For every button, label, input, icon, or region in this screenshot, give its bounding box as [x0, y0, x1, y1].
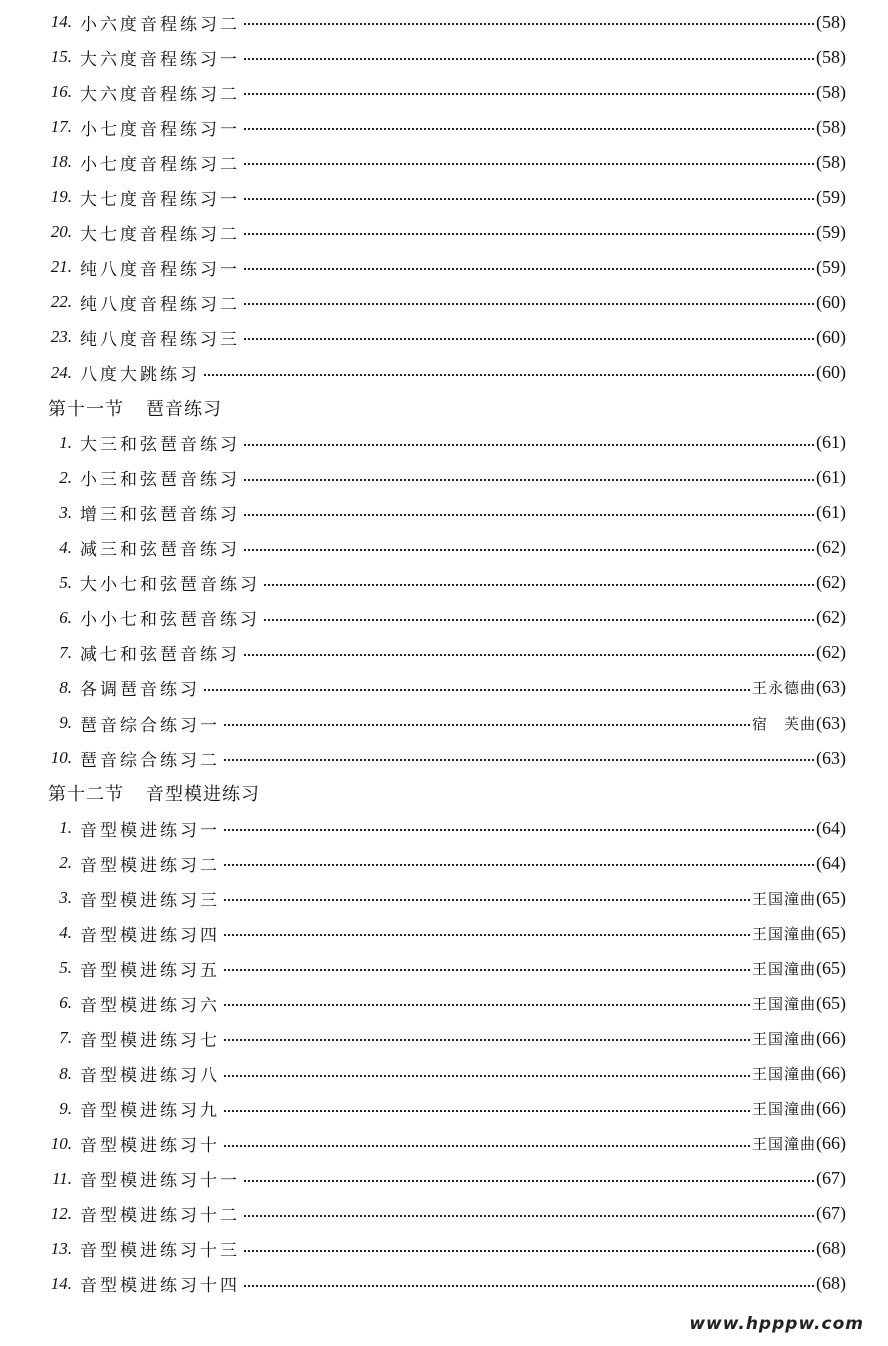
dot-leader: [224, 1110, 750, 1112]
entry-page: (67): [816, 1203, 846, 1224]
entry-title: 音型模进练习十四: [80, 1276, 240, 1297]
entry-right: [816, 327, 846, 348]
dot-leader: [224, 899, 750, 901]
entry-title: 大三和弦琶音练习: [80, 435, 240, 456]
entry-title: 纯八度音程练习二: [80, 294, 240, 315]
entry-title: 音型模进练习二: [80, 855, 220, 876]
entry-title: 大六度音程练习一: [80, 49, 240, 70]
entry-number: 21.: [50, 257, 72, 277]
entry-page: (58): [816, 81, 846, 102]
entry-right: [816, 432, 846, 453]
entry-number: 10.: [50, 748, 72, 768]
toc-entry[interactable]: [40, 218, 846, 246]
toc-entry[interactable]: [40, 1024, 846, 1052]
entry-page: (66): [816, 1133, 846, 1154]
entry-composer: 王国潼曲: [751, 1065, 816, 1083]
dot-leader: [224, 1075, 750, 1077]
entry-page: (59): [816, 221, 846, 242]
toc-entry[interactable]: [40, 989, 846, 1017]
entry-number: 6.: [59, 607, 72, 627]
entry-right: [816, 642, 846, 663]
entry-right: [752, 713, 846, 734]
entry-composer: 王国潼曲: [751, 1135, 816, 1154]
entry-title: 琶音综合练习二: [80, 750, 220, 771]
toc-entry[interactable]: [40, 359, 846, 387]
entry-page: (65): [816, 992, 846, 1013]
toc-entry[interactable]: [40, 884, 846, 912]
dot-leader: [244, 444, 814, 446]
toc-entry[interactable]: [40, 148, 846, 176]
section-title: 琶音练习: [146, 398, 222, 420]
dot-leader: [244, 198, 814, 200]
entry-number: 6.: [59, 993, 72, 1013]
entry-number: 18.: [50, 152, 72, 172]
toc-entry[interactable]: [40, 639, 846, 667]
toc-entry[interactable]: [40, 1165, 846, 1193]
entry-number: 7.: [59, 642, 72, 662]
dot-leader: [264, 584, 814, 586]
entry-page: (61): [816, 432, 846, 453]
section-heading: [48, 394, 222, 422]
dot-leader: [224, 829, 814, 831]
toc-entry[interactable]: [40, 569, 846, 597]
dot-leader: [244, 163, 814, 165]
entry-number: 3.: [59, 502, 72, 522]
entry-number: 4.: [59, 923, 72, 943]
entry-title: 音型模进练习五: [80, 960, 220, 981]
dot-leader: [204, 374, 814, 376]
entry-number: 7.: [59, 1028, 72, 1048]
toc-entry[interactable]: [40, 78, 846, 106]
dot-leader: [244, 128, 814, 130]
toc-entry[interactable]: [40, 604, 846, 632]
entry-title: 小七度音程练习二: [80, 154, 240, 175]
entry-page: (66): [816, 1063, 846, 1083]
entry-number: 9.: [59, 1098, 72, 1118]
entry-title: 音型模进练习一: [80, 820, 220, 841]
entry-number: 23.: [50, 327, 72, 347]
entry-page: (62): [816, 607, 846, 628]
entry-number: 16.: [50, 82, 72, 102]
entry-title: 音型模进练习十二: [80, 1206, 240, 1227]
entry-number: 10.: [50, 1133, 72, 1153]
toc-entry[interactable]: [40, 1200, 846, 1228]
section-label: 第十一节: [48, 398, 124, 420]
entry-title: 大七度音程练习一: [80, 189, 240, 210]
dot-leader: [244, 654, 814, 656]
entry-right: [816, 853, 846, 874]
entry-right: [816, 152, 846, 173]
dot-leader: [224, 864, 814, 866]
toc-entry[interactable]: [40, 183, 846, 211]
dot-leader: [224, 759, 814, 761]
toc-entry[interactable]: [40, 8, 846, 36]
toc-entry[interactable]: [40, 674, 846, 702]
entry-right: [752, 1063, 846, 1084]
entry-number: 4.: [59, 537, 72, 557]
entry-title: 音型模进练习十三: [80, 1241, 240, 1262]
entry-title: 音型模进练习十: [80, 1136, 220, 1157]
entry-right: [816, 748, 846, 769]
entry-number: 20.: [50, 222, 72, 242]
dot-leader: [244, 1250, 814, 1252]
entry-right: [752, 888, 846, 909]
dot-leader: [244, 514, 814, 516]
toc-entry[interactable]: [40, 1270, 846, 1298]
entry-page: (60): [816, 326, 846, 347]
entry-page: (66): [816, 1098, 846, 1119]
entry-number: 13.: [50, 1238, 72, 1258]
entry-number: 12.: [50, 1203, 72, 1223]
entry-page: (61): [816, 467, 846, 488]
toc-entry[interactable]: [40, 814, 846, 842]
dot-leader: [224, 1039, 750, 1041]
entry-page: (62): [816, 642, 846, 663]
entry-title: 大小七和弦琶音练习: [80, 575, 260, 596]
entry-right: [816, 82, 846, 103]
dot-leader: [244, 303, 814, 305]
entry-right: [816, 1168, 846, 1189]
entry-right: [816, 362, 846, 383]
toc-entry[interactable]: [40, 113, 846, 141]
entry-page: (62): [816, 537, 846, 558]
toc-entry[interactable]: [40, 1130, 846, 1158]
entry-composer: 王国潼曲: [751, 994, 816, 1013]
entry-page: (65): [816, 922, 846, 943]
entry-title: 音型模进练习八: [80, 1066, 220, 1086]
entry-right: [816, 222, 846, 243]
section-label: 第十二节: [48, 784, 124, 806]
entry-page: (64): [816, 817, 846, 838]
entry-title: 减七和弦琶音练习: [80, 645, 240, 666]
entry-right: [752, 958, 846, 979]
entry-right: [816, 818, 846, 839]
entry-page: (64): [816, 852, 846, 873]
entry-number: 15.: [50, 47, 72, 67]
toc-entry[interactable]: [40, 954, 846, 982]
entry-number: 9.: [59, 713, 72, 732]
entry-page: (68): [816, 1238, 846, 1259]
site-watermark: www.hpppw.com: [689, 1314, 864, 1334]
entry-number: 1.: [59, 818, 72, 838]
toc-entry[interactable]: [40, 499, 846, 527]
section-heading: [48, 779, 260, 807]
entry-page: (58): [816, 151, 846, 172]
toc-entry[interactable]: [40, 744, 846, 772]
entry-right: [752, 1133, 846, 1154]
dot-leader: [244, 549, 814, 551]
toc-entry[interactable]: [40, 1095, 846, 1123]
entry-title: 大七度音程练习二: [80, 224, 240, 245]
entry-title: 增三和弦琶音练习: [80, 505, 240, 526]
entry-title: 各调琶音练习: [80, 680, 200, 701]
entry-number: 19.: [50, 187, 72, 207]
entry-number: 1.: [59, 432, 72, 452]
toc-entry[interactable]: [40, 429, 846, 457]
entry-title: 琶音综合练习一: [80, 715, 220, 736]
entry-title: 小小七和弦琶音练习: [80, 610, 260, 631]
toc-entry[interactable]: [40, 849, 846, 877]
dot-leader: [244, 1215, 814, 1217]
entry-title: 音型模进练习十一: [80, 1171, 240, 1192]
entry-number: 14.: [50, 1273, 72, 1293]
entry-composer: 王国潼曲: [751, 1100, 816, 1119]
entry-composer: 王国潼曲: [751, 889, 816, 908]
toc-entry[interactable]: [40, 534, 846, 562]
entry-number: 14.: [50, 12, 72, 31]
entry-right: [816, 502, 846, 523]
entry-page: (62): [816, 572, 846, 593]
toc-entry[interactable]: [40, 288, 846, 316]
entry-number: 11.: [52, 1168, 72, 1188]
dot-leader: [224, 1004, 750, 1006]
entry-page: (58): [816, 116, 846, 137]
entry-title: 音型模进练习六: [80, 995, 220, 1016]
entry-composer: 王国潼曲: [751, 959, 816, 978]
entry-number: 24.: [50, 362, 72, 382]
entry-right: [752, 1028, 846, 1049]
entry-number: 5.: [59, 958, 72, 978]
entry-title: 八度大跳练习: [80, 365, 200, 385]
dot-leader: [264, 619, 814, 621]
entry-page: (61): [816, 502, 846, 523]
entry-page: (65): [816, 957, 846, 978]
entry-right: [816, 1238, 846, 1259]
entry-number: 8.: [59, 677, 72, 697]
entry-page: (67): [816, 1168, 846, 1189]
entry-page: (63): [816, 712, 846, 733]
entry-page: (58): [816, 11, 846, 32]
toc-entry[interactable]: [40, 709, 846, 737]
toc-entry[interactable]: [40, 1060, 846, 1088]
entry-title: 减三和弦琶音练习: [80, 540, 240, 561]
toc-entry[interactable]: [40, 1235, 846, 1263]
entry-page: (63): [816, 677, 846, 698]
entry-right: [752, 993, 846, 1014]
entry-right: [752, 923, 846, 944]
entry-composer: 宿 芙曲: [751, 714, 816, 733]
entry-right: [752, 677, 846, 698]
dot-leader: [224, 969, 750, 971]
dot-leader: [244, 1285, 814, 1287]
entry-composer: 王国潼曲: [751, 924, 816, 943]
toc-entry[interactable]: [40, 253, 846, 281]
entry-right: [816, 117, 846, 138]
entry-title: 音型模进练习九: [80, 1101, 220, 1122]
entry-composer: 王国潼曲: [751, 1029, 816, 1048]
entry-right: [816, 292, 846, 313]
entry-right: [752, 1098, 846, 1119]
entry-title: 小七度音程练习一: [80, 119, 240, 140]
toc-entry[interactable]: [40, 43, 846, 71]
entry-page: (58): [816, 46, 846, 67]
entry-number: 8.: [59, 1063, 72, 1083]
entry-right: [816, 187, 846, 208]
dot-leader: [244, 268, 814, 270]
entry-right: [816, 1203, 846, 1224]
entry-number: 22.: [50, 292, 72, 312]
dot-leader: [224, 724, 750, 726]
entry-page: (66): [816, 1027, 846, 1048]
entry-title: 纯八度音程练习一: [80, 259, 240, 280]
entry-number: 2.: [59, 467, 72, 487]
toc-entry[interactable]: [40, 919, 846, 947]
entry-title: 纯八度音程练习三: [80, 329, 240, 350]
entry-right: [816, 607, 846, 628]
entry-number: 3.: [59, 888, 72, 908]
entry-title: 音型模进练习四: [80, 925, 220, 946]
entry-page: (59): [816, 256, 846, 277]
entry-right: [816, 257, 846, 278]
entry-page: (60): [816, 291, 846, 312]
entry-page: (63): [816, 747, 846, 768]
entry-page: (59): [816, 186, 846, 207]
entry-number: 5.: [59, 572, 72, 592]
entry-title: 音型模进练习七: [80, 1030, 220, 1051]
entry-composer: 王永德曲: [751, 679, 816, 698]
dot-leader: [224, 934, 750, 936]
entry-right: [816, 572, 846, 593]
entry-title: 大六度音程练习二: [80, 84, 240, 105]
entry-right: [816, 1273, 846, 1294]
section-title: 音型模进练习: [146, 784, 260, 806]
dot-leader: [244, 1180, 814, 1182]
entry-title: 小三和弦琶音练习: [80, 470, 240, 491]
toc-entry[interactable]: [40, 464, 846, 492]
entry-title: 小六度音程练习二: [80, 14, 240, 35]
entry-number: 17.: [50, 117, 72, 137]
dot-leader: [224, 1145, 750, 1147]
dot-leader: [244, 479, 814, 481]
entry-page: (65): [816, 887, 846, 908]
dot-leader: [204, 689, 750, 691]
dot-leader: [244, 338, 814, 340]
toc-entry[interactable]: [40, 323, 846, 351]
entry-right: [816, 537, 846, 558]
entry-right: [816, 47, 846, 68]
entry-title: 音型模进练习三: [80, 890, 220, 911]
entry-page: (68): [816, 1273, 846, 1294]
dot-leader: [244, 93, 814, 95]
entry-page: (60): [816, 362, 846, 382]
entry-number: 2.: [59, 853, 72, 873]
dot-leader: [244, 233, 814, 235]
dot-leader: [244, 58, 814, 60]
entry-right: [816, 12, 846, 33]
entry-right: [816, 467, 846, 488]
dot-leader: [244, 23, 814, 25]
